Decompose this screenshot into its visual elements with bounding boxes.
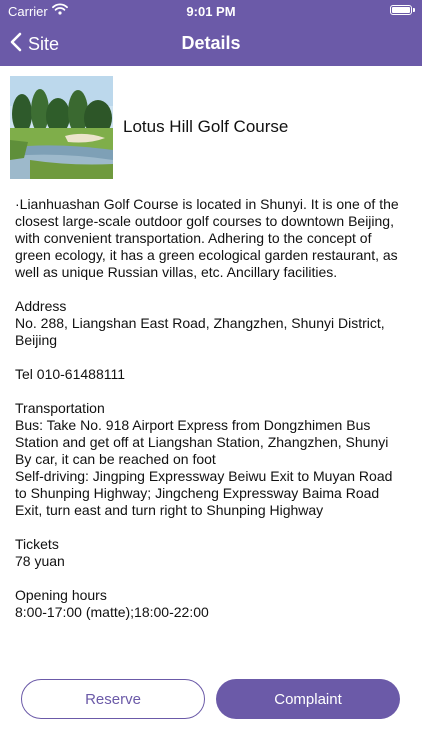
hours-label: Opening hours	[15, 587, 107, 603]
battery-icon	[390, 5, 412, 15]
golf-course-photo	[10, 76, 113, 179]
tickets-text: 78 yuan	[15, 553, 65, 569]
status-bar	[0, 0, 422, 22]
nav-bar	[0, 22, 422, 66]
description-text: ·Lianhuashan Golf Course is located in Shunyi. It is one of the closest large-scale outdoor golf courses to downtown Beijing, with convenient transportation. Adhering to the concept of green ecology, it has a green ecological garden restaurant, as well as unique Russian villas, etc. Ancillary facilities.	[15, 196, 399, 280]
tickets-label: Tickets	[15, 536, 59, 552]
address-label: Address	[15, 298, 67, 314]
page-title: Details	[181, 33, 241, 53]
header	[0, 0, 422, 66]
back-label: Site	[28, 33, 60, 54]
transport-self-text: Self-driving: Jingping Expressway Beiwu Exit to Muyan Road to Shunping Highway; Jingcheng Expressway Baima Road Exit, turn east and turn right to Shunping Highway	[15, 468, 393, 518]
complaint-button[interactable]: Complaint	[216, 679, 400, 719]
place-title: Lotus Hill Golf Course	[123, 117, 289, 136]
tel-text: Tel 010-61488111	[15, 366, 126, 382]
status-time: 9:01 PM	[186, 4, 236, 19]
transport-bus-text: Bus: Take No. 918 Airport Express from Dongzhimen Bus Station and get off at Liangshan Station, Zhangzhen, Shunyi By car, it can be reached on foot	[15, 417, 389, 467]
details-content	[15, 196, 407, 621]
transport-label: Transportation	[15, 400, 105, 416]
reserve-button[interactable]: Reserve	[21, 679, 205, 719]
hours-text: 8:00-17:00 (matte);18:00-22:00	[15, 604, 209, 620]
address-text: No. 288, Liangshan East Road, Zhangzhen, Shunyi District, Beijing	[15, 315, 385, 348]
carrier-label: Carrier	[8, 4, 48, 19]
